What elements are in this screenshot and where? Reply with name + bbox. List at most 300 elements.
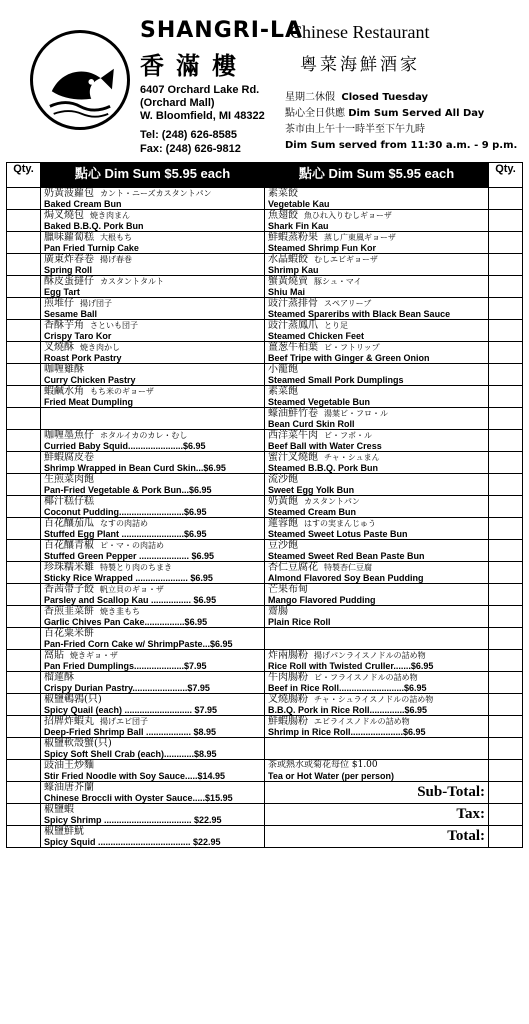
restaurant-name: SHANGRI-LA bbox=[140, 18, 304, 43]
item-chinese-text: 牛肉腸粉 bbox=[268, 672, 308, 683]
item-chinese-text: 豉汁蒸鳳爪 bbox=[268, 320, 318, 331]
item-chinese-text: 奶黃飽 bbox=[268, 496, 298, 507]
item-english-name: Spicy Squid ..................................... $22.95 bbox=[44, 837, 221, 847]
qty-input[interactable] bbox=[7, 276, 41, 298]
item-chinese-text: 素菜飽 bbox=[268, 386, 298, 397]
item-chinese-text: 奶黃菠蘿包 bbox=[44, 188, 94, 199]
hours bbox=[285, 90, 525, 154]
menu-item bbox=[265, 188, 489, 210]
qty-input[interactable] bbox=[489, 342, 523, 364]
table-row bbox=[7, 232, 523, 254]
amount-input[interactable] bbox=[489, 760, 523, 782]
address-line: 6407 Orchard Lake Rd. bbox=[140, 84, 260, 96]
table-row bbox=[7, 276, 523, 298]
item-english-name: Parsley and Scallop Kau ................ $6.95 bbox=[44, 595, 217, 605]
item-chinese-text: 椒鹽軟殼蟹(只) bbox=[44, 738, 112, 749]
menu-item bbox=[41, 210, 265, 232]
item-chinese-text: 薑葱牛柏葉 bbox=[268, 342, 318, 353]
item-chinese-text: 杏仁豆腐花 bbox=[268, 562, 318, 573]
item-english-name: Beef in Rice Roll..........................$6.95 bbox=[268, 683, 427, 693]
table-row bbox=[7, 518, 523, 540]
item-english-name: Stuffed Egg Plant .........................$6.95 bbox=[44, 529, 207, 539]
item-chinese-name bbox=[44, 452, 261, 463]
menu-item bbox=[265, 210, 489, 232]
tea-charge bbox=[265, 760, 489, 782]
item-chinese-name bbox=[44, 276, 261, 287]
item-english-name: Steamed Shrimp Fun Kor bbox=[268, 243, 377, 253]
item-japanese-name: ビ・フトリップ bbox=[324, 343, 380, 352]
restaurant-subtitle: Chinese Restaurant bbox=[290, 22, 430, 42]
item-japanese-name: 揚げ春巻 bbox=[100, 255, 132, 264]
item-english-name: Pan Fried Dumplings....................$7.95 bbox=[44, 661, 207, 671]
table-row bbox=[7, 474, 523, 496]
item-chinese-text: 香煎韭菜餅 bbox=[44, 606, 94, 617]
qty-input[interactable] bbox=[489, 628, 523, 650]
item-japanese-name: とり足 bbox=[324, 321, 348, 330]
item-chinese-name bbox=[268, 496, 485, 507]
item-chinese-name bbox=[268, 408, 485, 419]
menu-item bbox=[41, 188, 265, 210]
qty-input[interactable] bbox=[489, 452, 523, 474]
item-chinese-text: 榴蓮酥 bbox=[44, 672, 74, 683]
item-japanese-name: 豚シュ・マイ bbox=[314, 277, 362, 286]
menu-item bbox=[41, 408, 265, 430]
table-row bbox=[7, 562, 523, 584]
qty-input[interactable] bbox=[7, 540, 41, 562]
item-english-name: Coconut Pudding..........................$6.95 bbox=[44, 507, 207, 517]
table-row bbox=[7, 408, 523, 430]
menu-item bbox=[265, 716, 489, 738]
qty-input[interactable] bbox=[7, 430, 41, 452]
item-chinese-text: 叉燒酥 bbox=[44, 342, 74, 353]
menu-item bbox=[41, 232, 265, 254]
item-chinese-text: 廣東炸春卷 bbox=[44, 254, 94, 265]
phone-number: Tel: (248) 626-8585 bbox=[140, 129, 238, 141]
item-english-name: Spicy Quail (each) ........................... $7.95 bbox=[44, 705, 218, 715]
item-chinese-text: 臘味蘿蔔糕 bbox=[44, 232, 94, 243]
item-chinese-text: 水晶蝦餃 bbox=[268, 254, 308, 265]
qty-input[interactable] bbox=[489, 386, 523, 408]
hours-line: 星期二休假 Closed Tuesday bbox=[285, 92, 429, 103]
item-chinese-name bbox=[44, 628, 261, 639]
menu-item bbox=[41, 650, 265, 672]
item-english-name: Mango Flavored Pudding bbox=[268, 595, 376, 605]
table-row bbox=[7, 188, 523, 210]
table-row bbox=[7, 540, 523, 562]
item-japanese-name: 揚げ団子 bbox=[80, 299, 112, 308]
menu-item bbox=[41, 452, 265, 474]
item-english-name: Beef Ball with Water Cress bbox=[268, 441, 382, 451]
item-english-name: Steamed Spareribs with Black Bean Sauce bbox=[268, 309, 451, 319]
qty-input[interactable] bbox=[7, 606, 41, 628]
table-row bbox=[7, 254, 523, 276]
item-chinese-text: 椰汁糕仔糕 bbox=[44, 496, 94, 507]
item-english-name: Steamed Small Pork Dumplings bbox=[268, 375, 404, 385]
qty-input[interactable] bbox=[7, 210, 41, 232]
menu-item bbox=[265, 342, 489, 364]
qty-input[interactable] bbox=[489, 584, 523, 606]
hours-line: Dim Sum served from 11:30 a.m. - 9 p.m. bbox=[285, 140, 518, 151]
qty-input[interactable] bbox=[489, 694, 523, 716]
item-chinese-text: 珍珠糯米雞 bbox=[44, 562, 94, 573]
item-chinese-name bbox=[268, 716, 485, 727]
item-english-name: Vegetable Kau bbox=[268, 199, 330, 209]
item-chinese-name bbox=[268, 694, 485, 705]
qty-input[interactable] bbox=[7, 628, 41, 650]
item-chinese-text: 西洋菜牛肉 bbox=[268, 430, 318, 441]
item-chinese-name bbox=[44, 430, 261, 441]
item-chinese-text: 流沙飽 bbox=[268, 474, 298, 485]
qty-input[interactable] bbox=[7, 320, 41, 342]
qty-input[interactable] bbox=[7, 804, 41, 826]
item-chinese-name bbox=[44, 804, 261, 815]
qty-input[interactable] bbox=[7, 254, 41, 276]
menu-item bbox=[265, 606, 489, 628]
item-chinese-text: 鮮蝦蒸粉果 bbox=[268, 232, 318, 243]
qty-input[interactable] bbox=[489, 254, 523, 276]
item-japanese-name: ビ・フボ・ル bbox=[324, 431, 372, 440]
qty-input[interactable] bbox=[7, 408, 41, 430]
qty-input[interactable] bbox=[7, 672, 41, 694]
item-english-name: Stuffed Green Pepper .................... $6.95 bbox=[44, 551, 215, 561]
table-row bbox=[7, 628, 523, 650]
item-japanese-name: 帆立貝のギョ・ザ bbox=[100, 585, 164, 594]
table-header bbox=[7, 163, 523, 188]
qty-input[interactable] bbox=[489, 562, 523, 584]
qty-input[interactable] bbox=[7, 474, 41, 496]
item-english-name: Plain Rice Roll bbox=[268, 617, 331, 627]
menu-item bbox=[265, 540, 489, 562]
qty-input[interactable] bbox=[7, 760, 41, 782]
item-chinese-text: 香酥芋角 bbox=[44, 320, 84, 331]
item-japanese-name: むしエビギョーザ bbox=[314, 255, 378, 264]
item-english-name: Steamed Cream Bun bbox=[268, 507, 357, 517]
menu-item bbox=[41, 716, 265, 738]
item-japanese-name: 湯葉ビ・フロ・ル bbox=[324, 409, 388, 418]
item-chinese-name bbox=[44, 782, 261, 793]
item-english-name: Curried Baby Squid......................$6.95 bbox=[44, 441, 206, 451]
menu-item bbox=[41, 672, 265, 694]
item-chinese-text: 炸兩腸粉 bbox=[268, 650, 308, 661]
item-chinese-name bbox=[44, 738, 261, 749]
item-english-name: Baked Cream Bun bbox=[44, 199, 122, 209]
item-english-name: Shiu Mai bbox=[268, 287, 306, 297]
menu-item bbox=[41, 364, 265, 386]
item-chinese-name bbox=[268, 672, 485, 683]
qty-input[interactable] bbox=[489, 672, 523, 694]
menu-item bbox=[265, 298, 489, 320]
qty-input[interactable] bbox=[489, 540, 523, 562]
table-row bbox=[7, 584, 523, 606]
fax-number: Fax: (248) 626-9812 bbox=[140, 143, 241, 155]
qty-input[interactable] bbox=[489, 606, 523, 628]
qty-input[interactable] bbox=[489, 210, 523, 232]
menu-item bbox=[265, 474, 489, 496]
qty-input[interactable] bbox=[7, 826, 41, 848]
qty-input[interactable] bbox=[7, 584, 41, 606]
menu-item bbox=[265, 650, 489, 672]
menu-item bbox=[41, 276, 265, 298]
item-chinese-name bbox=[44, 760, 261, 771]
menu-item bbox=[41, 474, 265, 496]
table-row bbox=[7, 386, 523, 408]
qty-input[interactable] bbox=[7, 716, 41, 738]
item-chinese-name bbox=[44, 342, 261, 353]
item-english-name: Sesame Ball bbox=[44, 309, 98, 319]
qty-input[interactable] bbox=[7, 342, 41, 364]
qty-input[interactable] bbox=[489, 518, 523, 540]
qty-input[interactable] bbox=[7, 496, 41, 518]
menu-item bbox=[41, 254, 265, 276]
item-english-name: Steamed Sweet Red Bean Paste Bun bbox=[268, 551, 425, 561]
item-japanese-name: チャ・シュライスノドルの詰め物 bbox=[314, 695, 434, 704]
menu-item bbox=[265, 672, 489, 694]
item-chinese-name bbox=[44, 474, 261, 485]
menu-item bbox=[265, 408, 489, 430]
item-chinese-text: 椒鹽蝦 bbox=[44, 804, 74, 815]
item-english-name: Steamed B.B.Q. Pork Bun bbox=[268, 463, 379, 473]
qty-input[interactable] bbox=[489, 738, 523, 760]
qty-input[interactable] bbox=[489, 408, 523, 430]
menu-item bbox=[41, 430, 265, 452]
table-row bbox=[7, 694, 523, 716]
item-chinese-text: 鮮蝦腸粉 bbox=[268, 716, 308, 727]
fish-logo bbox=[30, 30, 130, 130]
menu-item bbox=[265, 694, 489, 716]
menu-item bbox=[41, 804, 265, 826]
item-chinese-name bbox=[44, 320, 261, 331]
item-chinese-name bbox=[44, 232, 261, 243]
item-english-name: Sticky Rice Wrapped ..................... $6.95 bbox=[44, 573, 213, 583]
table-row bbox=[7, 430, 523, 452]
qty-input[interactable] bbox=[7, 562, 41, 584]
amount-input[interactable] bbox=[489, 782, 523, 804]
item-japanese-name: 特製杏仁豆腐 bbox=[324, 563, 372, 572]
item-chinese-text: 香茜帶子餃 bbox=[44, 584, 94, 595]
hours-line: 茶市由上午十一時半至下午九時 bbox=[285, 124, 425, 135]
item-english-name: Beef Tripe with Ginger & Green Onion bbox=[268, 353, 430, 363]
table-row bbox=[7, 452, 523, 474]
item-english-name: Steamed Sweet Lotus Paste Bun bbox=[268, 529, 408, 539]
table-row bbox=[7, 650, 523, 672]
item-english-name: Almond Flavored Soy Bean Pudding bbox=[268, 573, 424, 583]
qty-input[interactable] bbox=[489, 232, 523, 254]
menu-item bbox=[41, 562, 265, 584]
qty-input[interactable] bbox=[489, 364, 523, 386]
qty-input[interactable] bbox=[489, 430, 523, 452]
item-japanese-name: スペアリーブ bbox=[324, 299, 372, 308]
item-chinese-name bbox=[44, 210, 261, 221]
address-line: (Orchard Mall) bbox=[140, 97, 215, 109]
table-row bbox=[7, 804, 523, 826]
item-english-name: Deep-Fried Shrimp Ball .................. $8.95 bbox=[44, 727, 217, 737]
amount-input[interactable] bbox=[489, 826, 523, 848]
item-chinese-name bbox=[268, 386, 485, 397]
item-chinese-name bbox=[268, 738, 485, 749]
item-chinese-name bbox=[268, 232, 485, 243]
qty-input[interactable] bbox=[7, 452, 41, 474]
item-chinese-name bbox=[268, 364, 485, 375]
item-chinese-name bbox=[44, 716, 261, 727]
item-japanese-name: 焼き韭もち bbox=[100, 607, 140, 616]
menu-header bbox=[0, 0, 529, 160]
menu-item bbox=[41, 738, 265, 760]
item-chinese-text: 蟹黃燒賣 bbox=[268, 276, 308, 287]
item-japanese-name: 焼きギョ・ザ bbox=[70, 651, 118, 660]
menu-item bbox=[41, 320, 265, 342]
item-chinese-name bbox=[44, 254, 261, 265]
item-japanese-name: カスタントパン bbox=[304, 497, 360, 506]
item-chinese-name bbox=[44, 826, 261, 837]
dim-sum-title-left: 點心 Dim Sum $5.95 each bbox=[41, 163, 265, 188]
item-english-name: Shrimp Wrapped in Bean Curd Skin...$6.95 bbox=[44, 463, 226, 473]
item-japanese-name: さといも団子 bbox=[90, 321, 138, 330]
item-chinese-text: 叉燒腸粉 bbox=[268, 694, 308, 705]
item-chinese-text: 窩貼 bbox=[44, 650, 64, 661]
table-row bbox=[7, 320, 523, 342]
item-japanese-name: もち米のギョーザ bbox=[90, 387, 154, 396]
table-row bbox=[7, 210, 523, 232]
item-chinese-text: 蠔油唐芥蘭 bbox=[44, 782, 94, 793]
amount-input[interactable] bbox=[489, 804, 523, 826]
item-english-name: Shrimp Kau bbox=[268, 265, 319, 275]
menu-item bbox=[265, 628, 489, 650]
menu-item bbox=[265, 738, 489, 760]
menu-item bbox=[41, 386, 265, 408]
qty-input[interactable] bbox=[489, 496, 523, 518]
qty-input[interactable] bbox=[489, 716, 523, 738]
item-english-name: Pan-Fried Vegetable & Pork Bun...$6.95 bbox=[44, 485, 212, 495]
qty-input[interactable] bbox=[7, 782, 41, 804]
tea-charge-english: Tea or Hot Water (per person) bbox=[268, 771, 395, 781]
item-chinese-name bbox=[44, 188, 261, 199]
item-english-name: Sweet Egg Yolk Bun bbox=[268, 485, 355, 495]
menu-item bbox=[265, 276, 489, 298]
item-chinese-name bbox=[268, 298, 485, 309]
item-english-name: Crispy Taro Kor bbox=[44, 331, 112, 341]
item-chinese-name bbox=[44, 672, 261, 683]
item-japanese-name: カスタントタルト bbox=[100, 277, 164, 286]
menu-item bbox=[41, 518, 265, 540]
item-chinese-text: 椒鹽鵪鶉(只) bbox=[44, 694, 102, 705]
total-label: Tax: bbox=[265, 804, 489, 826]
item-chinese-text: 小籠飽 bbox=[268, 364, 298, 375]
qty-input[interactable] bbox=[7, 298, 41, 320]
qty-input[interactable] bbox=[489, 650, 523, 672]
menu-item bbox=[41, 606, 265, 628]
item-chinese-text: 豉汁蒸排骨 bbox=[268, 298, 318, 309]
menu-item bbox=[41, 826, 265, 848]
item-english-name: Baked B.B.Q. Pork Bun bbox=[44, 221, 144, 231]
qty-input[interactable] bbox=[7, 650, 41, 672]
item-chinese-name bbox=[44, 606, 261, 617]
item-chinese-name bbox=[44, 584, 261, 595]
item-chinese-name bbox=[44, 364, 261, 375]
item-chinese-name bbox=[44, 298, 261, 309]
menu-item bbox=[41, 628, 265, 650]
qty-input[interactable] bbox=[489, 298, 523, 320]
qty-input[interactable] bbox=[489, 320, 523, 342]
item-english-name: Steamed Vegetable Bun bbox=[268, 397, 371, 407]
qty-input[interactable] bbox=[489, 276, 523, 298]
item-chinese-text: 百花釀青椒 bbox=[44, 540, 94, 551]
qty-input[interactable] bbox=[7, 188, 41, 210]
item-chinese-name bbox=[268, 584, 485, 595]
total-label: Sub-Total: bbox=[265, 782, 489, 804]
menu-item bbox=[41, 760, 265, 782]
item-japanese-name: 揚げパンライスノドルの詰め物 bbox=[314, 651, 426, 660]
item-chinese-text: 魚翅餃 bbox=[268, 210, 298, 221]
item-chinese-name bbox=[268, 188, 485, 199]
menu-item bbox=[265, 254, 489, 276]
menu-item bbox=[41, 496, 265, 518]
item-chinese-name bbox=[268, 518, 485, 529]
dim-sum-title-right: 點心 Dim Sum $5.95 each bbox=[265, 163, 489, 188]
item-chinese-text: 鮮蝦腐皮卷 bbox=[44, 452, 94, 463]
qty-input[interactable] bbox=[7, 232, 41, 254]
item-english-name: Pan Fried Turnip Cake bbox=[44, 243, 139, 253]
address bbox=[140, 84, 265, 123]
item-chinese-name bbox=[268, 474, 485, 485]
hours-line: 點心全日供應 Dim Sum Served All Day bbox=[285, 108, 485, 119]
item-japanese-name: エビライスノドルの詰め物 bbox=[314, 717, 410, 726]
item-chinese-text: 生煎菜肉飽 bbox=[44, 474, 94, 485]
menu-item bbox=[265, 386, 489, 408]
item-english-name: Spring Roll bbox=[44, 265, 92, 275]
qty-input[interactable] bbox=[7, 694, 41, 716]
item-chinese-text: 招牌炸蝦丸 bbox=[44, 716, 94, 727]
qty-input[interactable] bbox=[489, 474, 523, 496]
item-japanese-name: 特製とり肉のちまき bbox=[100, 563, 172, 572]
item-english-name: Curry Chicken Pastry bbox=[44, 375, 136, 385]
item-chinese-text: 百花粟米餅 bbox=[44, 628, 94, 639]
item-chinese-text: 素菜餃 bbox=[268, 188, 298, 199]
item-chinese-text: 蜜汁叉燒飽 bbox=[268, 452, 318, 463]
item-english-name: Egg Tart bbox=[44, 287, 80, 297]
item-chinese-text: 豆沙飽 bbox=[268, 540, 298, 551]
item-chinese-name bbox=[268, 606, 485, 617]
qty-input[interactable] bbox=[7, 386, 41, 408]
item-chinese-name bbox=[44, 562, 261, 573]
table-row bbox=[7, 716, 523, 738]
item-english-name: Rice Roll with Twisted Cruller.......$6.95 bbox=[268, 661, 434, 671]
item-chinese-text: 百花釀茄瓜 bbox=[44, 518, 94, 529]
item-chinese-text: 蝦鹹水角 bbox=[44, 386, 84, 397]
order-table bbox=[6, 162, 523, 848]
menu-item bbox=[41, 298, 265, 320]
item-japanese-name: 揚げエビ団子 bbox=[100, 717, 148, 726]
menu-item bbox=[41, 540, 265, 562]
item-english-name: Fried Meat Dumpling bbox=[44, 397, 134, 407]
item-chinese-text: 煎堆仔 bbox=[44, 298, 74, 309]
item-japanese-name: ホタルイカのカレ・むし bbox=[100, 431, 188, 440]
qty-input[interactable] bbox=[489, 188, 523, 210]
restaurant-chinese-tagline: 粵菜海鮮酒家 bbox=[300, 55, 420, 75]
item-chinese-name bbox=[268, 320, 485, 331]
item-chinese-name bbox=[268, 210, 485, 221]
item-chinese-name bbox=[268, 540, 485, 551]
item-chinese-name bbox=[268, 452, 485, 463]
table-row bbox=[7, 672, 523, 694]
qty-input[interactable] bbox=[7, 518, 41, 540]
qty-input[interactable] bbox=[7, 364, 41, 386]
item-chinese-name bbox=[44, 408, 261, 419]
item-japanese-name: 焼き肉まん bbox=[90, 211, 130, 220]
menu-item bbox=[265, 562, 489, 584]
qty-input[interactable] bbox=[7, 738, 41, 760]
item-chinese-text: 咖喱墨魚仔 bbox=[44, 430, 94, 441]
item-chinese-text: 豉油王炒麵 bbox=[44, 760, 94, 771]
